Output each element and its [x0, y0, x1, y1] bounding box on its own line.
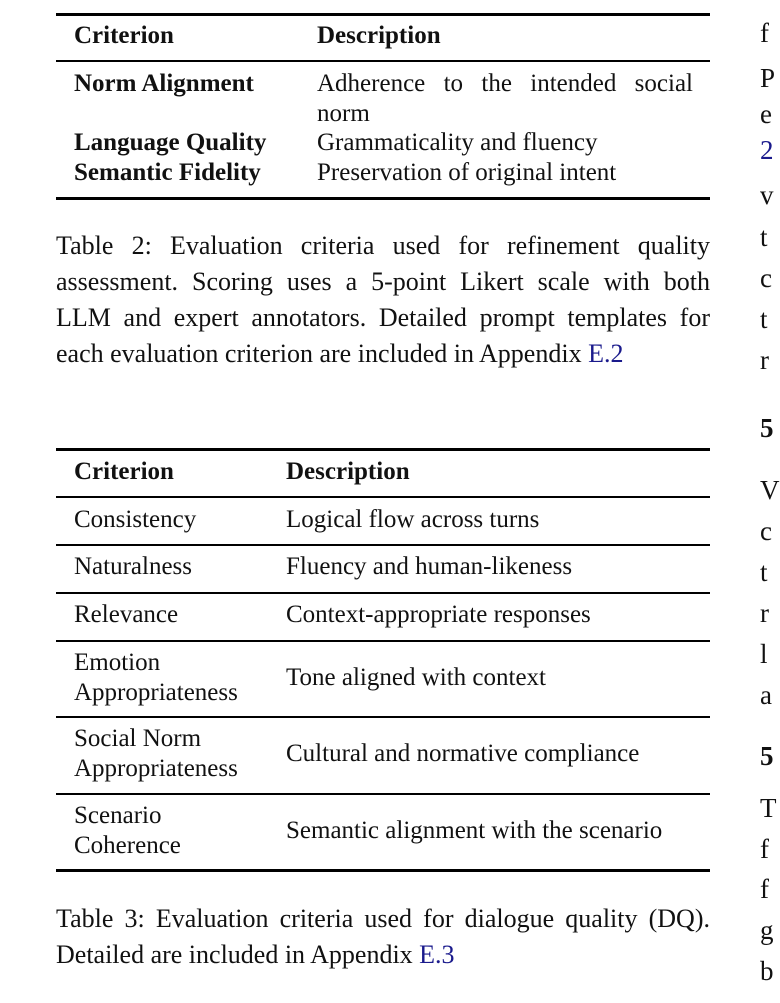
right-column-fragment: V: [760, 475, 780, 505]
table-cell: Fluency and human-likeness: [286, 553, 573, 580]
right-column-fragment: c: [760, 516, 772, 546]
table-cell: Semantic Fidelity: [74, 159, 261, 186]
table-3-caption: Table 3: Evaluation criteria used for dialogue quality (DQ). Detailed are included in Appendix E.3: [56, 904, 710, 969]
right-column-fragment: e: [760, 99, 772, 129]
right-column-fragment: l: [760, 639, 768, 669]
table-cell: Context-appropriate responses: [286, 601, 591, 628]
table-cell: Appropriateness: [74, 755, 238, 782]
table-cell: Adherence to the intended social: [317, 70, 693, 97]
right-column-fragment: g: [760, 915, 774, 945]
right-column-fragment: t: [760, 557, 768, 587]
top-rule: [56, 448, 710, 451]
table-cell: Cultural and normative compliance: [286, 740, 640, 767]
header-description: Description: [317, 22, 441, 49]
right-column-fragment: a: [760, 680, 772, 710]
row-rule: [56, 592, 710, 594]
table-cell: Naturalness: [74, 553, 193, 580]
table-cell: Grammaticality and fluency: [317, 129, 598, 156]
table-cell: Preservation of original intent: [317, 159, 617, 186]
table-cell: Norm Alignment: [74, 70, 254, 97]
header-criterion: Criterion: [74, 22, 174, 49]
table-cell: Scenario: [74, 802, 162, 829]
right-column-fragment: P: [760, 63, 776, 93]
right-column-fragment: v: [760, 180, 774, 210]
right-column-fragment: f: [760, 834, 769, 864]
table-cell: Social Norm: [74, 725, 202, 752]
row-rule: [56, 716, 710, 718]
right-column-fragment: T: [760, 793, 777, 823]
right-column-fragment: f: [760, 18, 769, 48]
table-cell: Appropriateness: [74, 679, 238, 706]
table-cell: Semantic alignment with the scenario: [286, 817, 663, 844]
right-column-fragment: 5: [760, 741, 774, 771]
header-criterion: Criterion: [74, 458, 174, 485]
appendix-link[interactable]: E.2: [588, 339, 624, 368]
bottom-rule: [56, 197, 710, 200]
bottom-rule: [56, 869, 710, 872]
right-column-fragment: r: [760, 598, 769, 628]
table-cell: Logical flow across turns: [286, 506, 540, 533]
right-column-fragment: 2: [760, 135, 774, 165]
row-rule: [56, 496, 710, 498]
table-cell: norm: [317, 100, 370, 127]
table-cell: Emotion: [74, 649, 161, 676]
right-column-fragment: r: [760, 345, 769, 375]
right-column-fragment: t: [760, 304, 768, 334]
top-rule: [56, 13, 710, 16]
table-cell: Consistency: [74, 506, 197, 533]
right-column-fragment: c: [760, 263, 772, 293]
mid-rule: [56, 60, 710, 62]
row-rule: [56, 640, 710, 642]
table-cell: Tone aligned with context: [286, 664, 546, 691]
row-rule: [56, 544, 710, 546]
header-description: Description: [286, 458, 410, 485]
table-cell: Relevance: [74, 601, 179, 628]
table-cell: Language Quality: [74, 129, 267, 156]
row-rule: [56, 793, 710, 795]
table-cell: Coherence: [74, 832, 181, 859]
table-2-caption: Table 2: Evaluation criteria used for refinement quality assessment. Scoring uses a 5-point Likert scale with both LLM and expert annotators. Detailed prompt templates for each evaluation criterion are included in Appendix E.2: [56, 231, 710, 368]
right-column-fragment: f: [760, 874, 769, 904]
right-column-fragment: 5: [760, 413, 774, 443]
right-column-fragment: b: [760, 956, 774, 986]
appendix-link[interactable]: E.3: [419, 940, 455, 969]
right-column-fragment: t: [760, 222, 768, 252]
